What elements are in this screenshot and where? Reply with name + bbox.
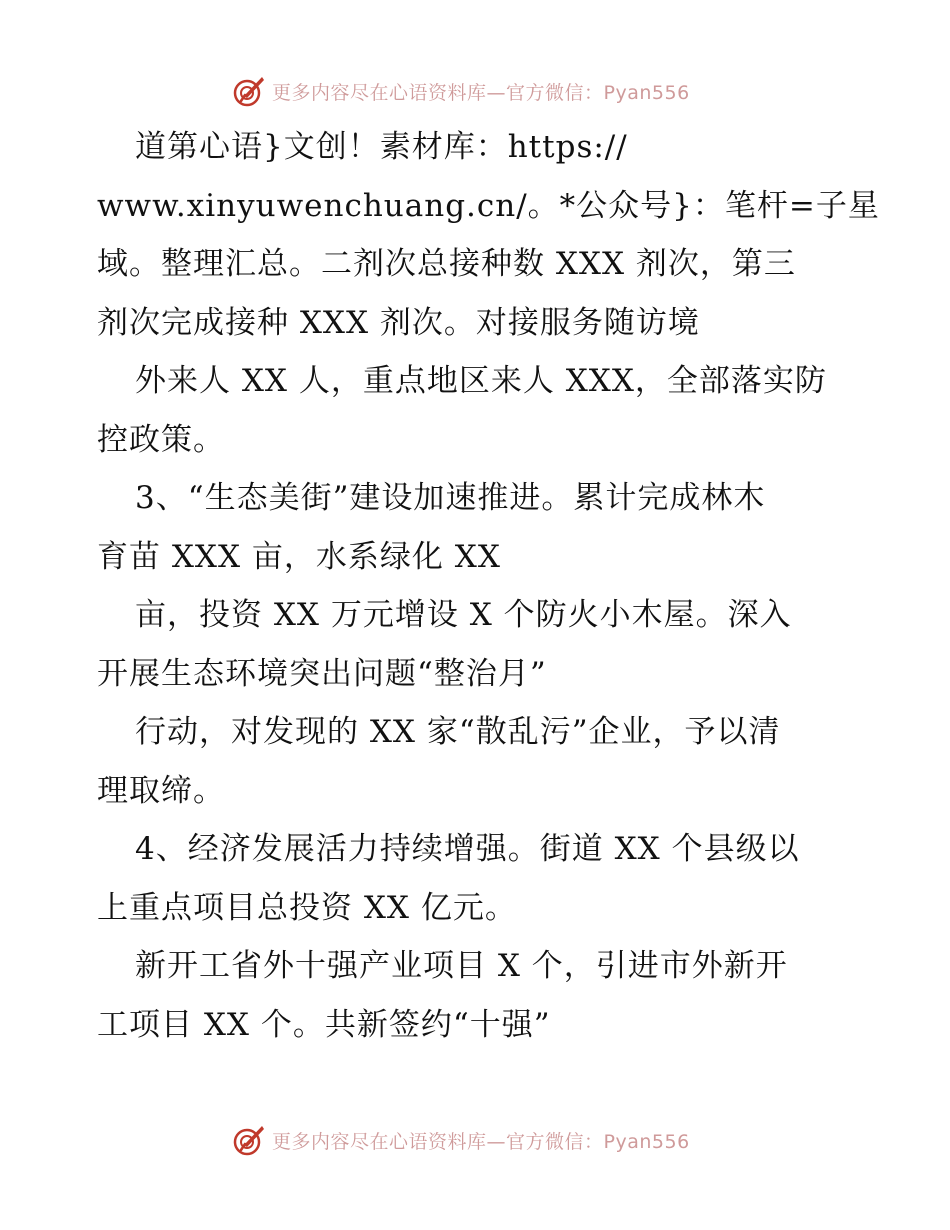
quill-logo-icon — [232, 1123, 266, 1157]
text-line: 工项目 XX 个。共新签约“十强” — [97, 1006, 551, 1043]
text-line: 理取缔。 — [97, 772, 225, 809]
text-line: 剂次完成接种 XXX 剂次。对接服务随访境 — [97, 304, 700, 341]
quill-logo-icon — [232, 74, 266, 108]
watermark-contact: 官方微信：Pyan556 — [506, 81, 690, 104]
text-line: 上重点项目总投资 XX 亿元。 — [97, 889, 517, 926]
document-body — [97, 118, 880, 1054]
text-line: 亩，投资 XX 万元增设 X 个防火小木屋。深入 — [135, 597, 792, 633]
section-heading-4: 4、经济发展活力持续增强。街道 XX 个县级以 — [135, 831, 800, 867]
text-line: 育苗 XXX 亩，水系绿化 XX — [97, 538, 501, 575]
text-line: www.xinyuwenchuang.cn/。*公众号}：笔杆=子星 — [97, 187, 880, 224]
text-line: 域。整理汇总。二剂次总接种数 XXX 剂次，第三 — [97, 246, 796, 282]
text-line: 行动，对发现的 XX 家“散乱污”企业，予以清 — [135, 714, 781, 750]
section-heading-3: 3、“生态美街”建设加速推进。累计完成林木 — [135, 480, 766, 516]
text-line: 新开工省外十强产业项目 X 个，引进市外新开 — [135, 948, 788, 984]
text-line: 道第心语}文创！素材库：https:// — [135, 129, 628, 165]
watermark-title: 更多内容尽在心语资料库 — [272, 81, 487, 104]
watermark-separator: — — [486, 1130, 507, 1153]
text-line: 外来人 XX 人，重点地区来人 XXX，全部落实防 — [135, 363, 827, 399]
watermark-separator: — — [486, 81, 507, 104]
text-line: 开展生态环境突出问题“整治月” — [97, 655, 547, 692]
text-line: 控政策。 — [97, 421, 225, 458]
watermark-title: 更多内容尽在心语资料库 — [272, 1130, 487, 1153]
footer-watermark — [232, 1122, 690, 1158]
header-watermark — [232, 73, 690, 109]
watermark-contact: 官方微信：Pyan556 — [506, 1130, 690, 1153]
